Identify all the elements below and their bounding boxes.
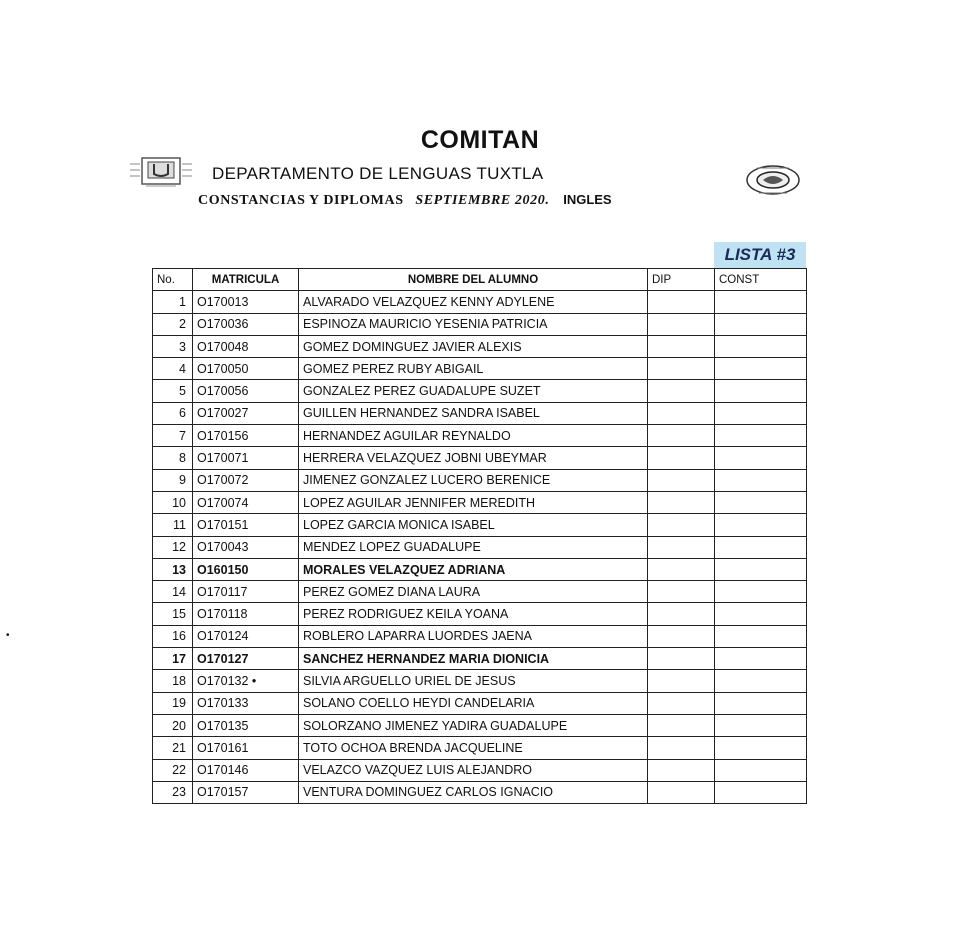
dip-cell xyxy=(648,648,715,670)
matricula-cell: O170151 xyxy=(193,514,299,536)
table-row xyxy=(153,670,807,692)
dip-cell xyxy=(648,425,715,447)
const-cell xyxy=(715,714,807,736)
row-number: 6 xyxy=(153,402,193,424)
constancias-label: CONSTANCIAS Y DIPLOMAS xyxy=(198,193,404,208)
const-cell xyxy=(715,514,807,536)
table-row xyxy=(153,759,807,781)
row-number: 5 xyxy=(153,380,193,402)
table-row xyxy=(153,358,807,380)
row-number: 14 xyxy=(153,581,193,603)
const-cell xyxy=(715,759,807,781)
table-row xyxy=(153,625,807,647)
row-number: 19 xyxy=(153,692,193,714)
row-number: 7 xyxy=(153,425,193,447)
student-name-cell: SANCHEZ HERNANDEZ MARIA DIONICIA xyxy=(299,648,648,670)
student-name-cell: SILVIA ARGUELLO URIEL DE JESUS xyxy=(299,670,648,692)
document-subheading xyxy=(198,192,612,209)
const-cell xyxy=(715,781,807,803)
matricula-cell: O170132 • xyxy=(193,670,299,692)
table-row xyxy=(153,581,807,603)
row-number: 13 xyxy=(153,558,193,580)
column-header-nombre: NOMBRE DEL ALUMNO xyxy=(299,269,648,291)
dip-cell xyxy=(648,670,715,692)
table-row xyxy=(153,536,807,558)
dip-cell xyxy=(648,291,715,313)
dip-cell xyxy=(648,335,715,357)
const-cell xyxy=(715,558,807,580)
matricula-cell: O170127 xyxy=(193,648,299,670)
student-name-cell: ROBLERO LAPARRA LUORDES JAENA xyxy=(299,625,648,647)
table-row xyxy=(153,514,807,536)
student-name-cell: SOLORZANO JIMENEZ YADIRA GUADALUPE xyxy=(299,714,648,736)
table-row xyxy=(153,714,807,736)
student-name-cell: ALVARADO VELAZQUEZ KENNY ADYLENE xyxy=(299,291,648,313)
table-row xyxy=(153,335,807,357)
column-header-matricula: MATRICULA xyxy=(193,269,299,291)
dip-cell xyxy=(648,469,715,491)
table-row xyxy=(153,469,807,491)
matricula-cell: O160150 xyxy=(193,558,299,580)
row-number: 10 xyxy=(153,491,193,513)
student-name-cell: LOPEZ GARCIA MONICA ISABEL xyxy=(299,514,648,536)
column-header-no: No. xyxy=(153,269,193,291)
dip-cell xyxy=(648,558,715,580)
matricula-cell: O170027 xyxy=(193,402,299,424)
table-row xyxy=(153,648,807,670)
matricula-cell: O170117 xyxy=(193,581,299,603)
row-number: 9 xyxy=(153,469,193,491)
const-cell xyxy=(715,670,807,692)
matricula-cell: O170156 xyxy=(193,425,299,447)
const-cell xyxy=(715,603,807,625)
dip-cell xyxy=(648,402,715,424)
const-cell xyxy=(715,447,807,469)
dip-cell xyxy=(648,625,715,647)
student-name-cell: GONZALEZ PEREZ GUADALUPE SUZET xyxy=(299,380,648,402)
dip-cell xyxy=(648,692,715,714)
table-row xyxy=(153,692,807,714)
const-cell xyxy=(715,291,807,313)
const-cell xyxy=(715,425,807,447)
dip-cell xyxy=(648,737,715,759)
student-name-cell: GUILLEN HERNANDEZ SANDRA ISABEL xyxy=(299,402,648,424)
student-name-cell: LOPEZ AGUILAR JENNIFER MEREDITH xyxy=(299,491,648,513)
student-roster-table xyxy=(152,268,807,804)
row-number: 1 xyxy=(153,291,193,313)
column-header-dip: DIP xyxy=(648,269,715,291)
dip-cell xyxy=(648,358,715,380)
const-cell xyxy=(715,692,807,714)
matricula-cell: O170043 xyxy=(193,536,299,558)
row-number: 8 xyxy=(153,447,193,469)
matricula-cell: O170161 xyxy=(193,737,299,759)
list-badge: LISTA #3 xyxy=(714,242,806,268)
student-name-cell: GOMEZ PEREZ RUBY ABIGAIL xyxy=(299,358,648,380)
dip-cell xyxy=(648,313,715,335)
table-row xyxy=(153,447,807,469)
row-number: 16 xyxy=(153,625,193,647)
table-row xyxy=(153,313,807,335)
matricula-cell: O170036 xyxy=(193,313,299,335)
const-cell xyxy=(715,358,807,380)
table-row xyxy=(153,380,807,402)
const-cell xyxy=(715,380,807,402)
table-row xyxy=(153,781,807,803)
student-name-cell: MENDEZ LOPEZ GUADALUPE xyxy=(299,536,648,558)
student-name-cell: TOTO OCHOA BRENDA JACQUELINE xyxy=(299,737,648,759)
table-row xyxy=(153,737,807,759)
table-row xyxy=(153,558,807,580)
table-row xyxy=(153,402,807,424)
const-cell xyxy=(715,491,807,513)
dip-cell xyxy=(648,536,715,558)
matricula-cell: O170013 xyxy=(193,291,299,313)
table-row xyxy=(153,425,807,447)
dip-cell xyxy=(648,447,715,469)
school-crest-icon xyxy=(128,156,194,188)
matricula-cell: O170157 xyxy=(193,781,299,803)
dip-cell xyxy=(648,514,715,536)
row-number: 11 xyxy=(153,514,193,536)
matricula-cell: O170050 xyxy=(193,358,299,380)
page-title: COMITAN xyxy=(420,126,540,154)
dip-cell xyxy=(648,380,715,402)
institution-seal-icon xyxy=(743,162,803,198)
row-number: 21 xyxy=(153,737,193,759)
matricula-cell: O170146 xyxy=(193,759,299,781)
table-row xyxy=(153,491,807,513)
dip-cell xyxy=(648,714,715,736)
row-number: 3 xyxy=(153,335,193,357)
const-cell xyxy=(715,737,807,759)
const-cell xyxy=(715,313,807,335)
const-cell xyxy=(715,581,807,603)
row-number: 17 xyxy=(153,648,193,670)
student-name-cell: SOLANO COELLO HEYDI CANDELARIA xyxy=(299,692,648,714)
student-name-cell: PEREZ GOMEZ DIANA LAURA xyxy=(299,581,648,603)
matricula-cell: O170072 xyxy=(193,469,299,491)
margin-mark: • xyxy=(6,630,10,641)
row-number: 18 xyxy=(153,670,193,692)
matricula-cell: O170074 xyxy=(193,491,299,513)
student-name-cell: ESPINOZA MAURICIO YESENIA PATRICIA xyxy=(299,313,648,335)
table-row xyxy=(153,603,807,625)
row-number: 23 xyxy=(153,781,193,803)
student-name-cell: MORALES VELAZQUEZ ADRIANA xyxy=(299,558,648,580)
row-number: 22 xyxy=(153,759,193,781)
student-name-cell: PEREZ RODRIGUEZ KEILA YOANA xyxy=(299,603,648,625)
matricula-cell: O170048 xyxy=(193,335,299,357)
table-row xyxy=(153,291,807,313)
dip-cell xyxy=(648,603,715,625)
student-name-cell: VENTURA DOMINGUEZ CARLOS IGNACIO xyxy=(299,781,648,803)
language-label: INGLES xyxy=(563,192,612,207)
const-cell xyxy=(715,536,807,558)
student-name-cell: GOMEZ DOMINGUEZ JAVIER ALEXIS xyxy=(299,335,648,357)
const-cell xyxy=(715,335,807,357)
row-number: 2 xyxy=(153,313,193,335)
matricula-cell: O170056 xyxy=(193,380,299,402)
dip-cell xyxy=(648,491,715,513)
const-cell xyxy=(715,648,807,670)
dip-cell xyxy=(648,581,715,603)
student-name-cell: JIMENEZ GONZALEZ LUCERO BERENICE xyxy=(299,469,648,491)
dip-cell xyxy=(648,759,715,781)
row-number: 4 xyxy=(153,358,193,380)
table-header-row xyxy=(153,269,807,291)
matricula-cell: O170124 xyxy=(193,625,299,647)
dip-cell xyxy=(648,781,715,803)
matricula-cell: O170071 xyxy=(193,447,299,469)
matricula-cell: O170133 xyxy=(193,692,299,714)
department-name: DEPARTAMENTO DE LENGUAS TUXTLA xyxy=(212,164,544,183)
const-cell xyxy=(715,402,807,424)
matricula-cell: O170118 xyxy=(193,603,299,625)
student-name-cell: HERNANDEZ AGUILAR REYNALDO xyxy=(299,425,648,447)
const-cell xyxy=(715,625,807,647)
matricula-cell: O170135 xyxy=(193,714,299,736)
student-name-cell: VELAZCO VAZQUEZ LUIS ALEJANDRO xyxy=(299,759,648,781)
row-number: 15 xyxy=(153,603,193,625)
row-number: 12 xyxy=(153,536,193,558)
row-number: 20 xyxy=(153,714,193,736)
column-header-const: CONST xyxy=(715,269,807,291)
student-name-cell: HERRERA VELAZQUEZ JOBNI UBEYMAR xyxy=(299,447,648,469)
const-cell xyxy=(715,469,807,491)
month-label: SEPTIEMBRE 2020. xyxy=(415,193,550,208)
